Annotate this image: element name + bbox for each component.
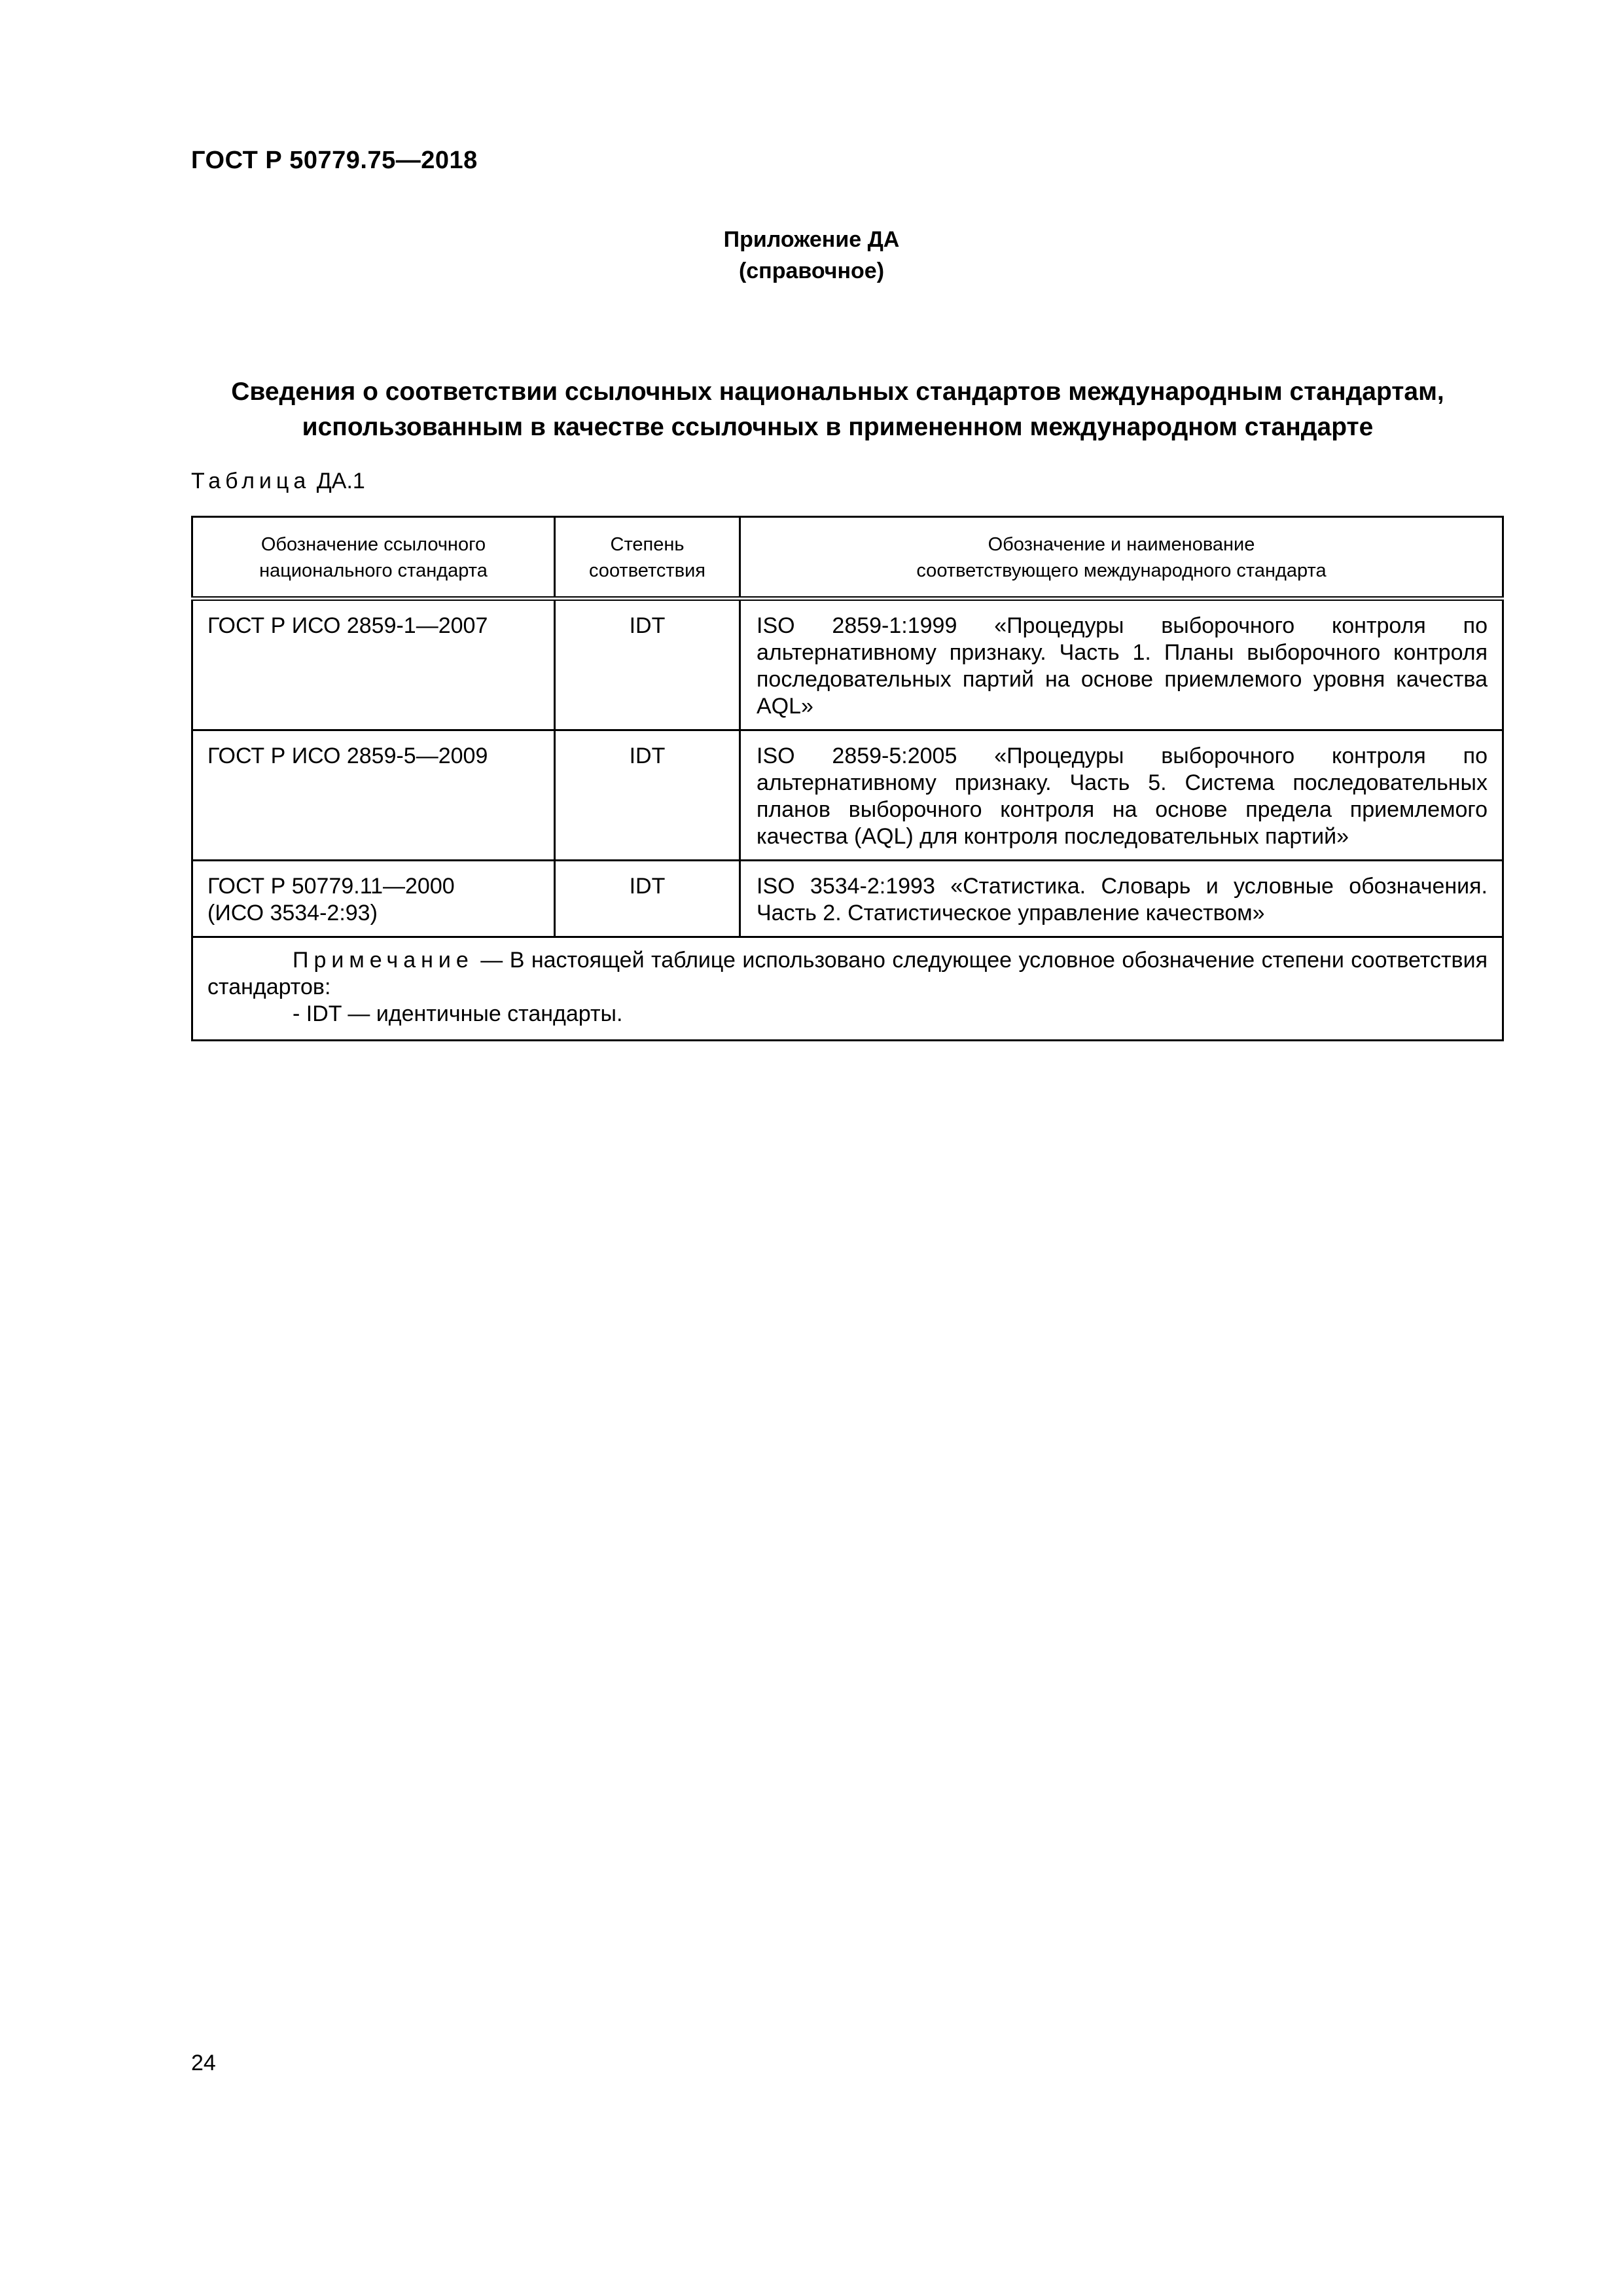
page-number: 24: [191, 2051, 216, 2075]
header-international-standard-line-2: соответствующего международного стандарта: [916, 560, 1327, 581]
note-item: - IDT — идентичные стандарты.: [293, 1001, 623, 1026]
international-standard-cell: ISO 2859-5:2005 «Процедуры выборочного контроля по альтернативному признаку. Часть 5. Система последовательных планов выборочного контроля на основе предела приемлемого качества (AQL) для контроля последовательных партий»: [740, 730, 1503, 861]
table-caption-id: ДА.1: [316, 469, 365, 493]
header-degree-line-2: соответствия: [588, 560, 706, 581]
national-standard-cell: [192, 599, 555, 730]
degree-cell: IDT: [555, 861, 740, 937]
header-national-standard-line-2: национального стандарта: [259, 560, 488, 581]
national-standard-cell: [192, 730, 555, 861]
section-heading-line-2: использованным в качестве ссылочных в примененном международном стандарте: [302, 413, 1374, 441]
section-heading-line-1: Сведения о соответствии ссылочных национальных стандартов международным стандартам,: [231, 378, 1444, 406]
header-degree: [555, 517, 740, 599]
table-header-row: [192, 517, 1503, 599]
document-header: ГОСТ Р 50779.75—2018: [191, 147, 478, 174]
table-caption-word: Таблица: [191, 469, 311, 493]
international-standard-cell: ISO 3534-2:1993 «Статистика. Словарь и условные обозначения. Часть 2. Статистическое управление качеством»: [740, 861, 1503, 937]
national-standard-line-1: ГОСТ Р ИСО 2859-5—2009: [207, 744, 488, 768]
degree-cell: IDT: [555, 599, 740, 730]
annex-block: [0, 224, 1623, 287]
national-standard-line-2: (ИСО 3534-2:93): [207, 901, 378, 925]
international-standard-cell: ISO 2859-1:1999 «Процедуры выборочного контроля по альтернативному признаку. Часть 1. Планы выборочного контроля последовательных партий на основе приемлемого уровня качества AQL»: [740, 599, 1503, 730]
national-standard-line-1: ГОСТ Р 50779.11—2000: [207, 874, 455, 899]
table-note-row: [192, 937, 1503, 1041]
table-note: [192, 937, 1503, 1041]
table-row: [192, 861, 1503, 937]
note-body: — В настоящей таблице использовано следующее условное обозначение степени соответствия стандартов:: [207, 948, 1488, 999]
note-text: [207, 947, 1488, 1001]
header-national-standard-line-1: Обозначение ссылочного: [260, 534, 486, 555]
table-caption: [191, 469, 365, 494]
header-international-standard: [740, 517, 1503, 599]
correspondence-table: [191, 516, 1504, 1041]
table-row: [192, 730, 1503, 861]
annex-title: Приложение ДА: [723, 227, 900, 252]
note-label: Примечание: [293, 948, 474, 973]
degree-cell: IDT: [555, 730, 740, 861]
table-row: [192, 599, 1503, 730]
section-heading: [157, 374, 1518, 445]
header-international-standard-line-1: Обозначение и наименование: [988, 534, 1255, 555]
national-standard-cell: [192, 861, 555, 937]
annex-kind: (справочное): [738, 259, 885, 283]
header-national-standard: [192, 517, 555, 599]
header-degree-line-1: Степень: [610, 534, 685, 555]
national-standard-line-1: ГОСТ Р ИСО 2859-1—2007: [207, 613, 488, 638]
